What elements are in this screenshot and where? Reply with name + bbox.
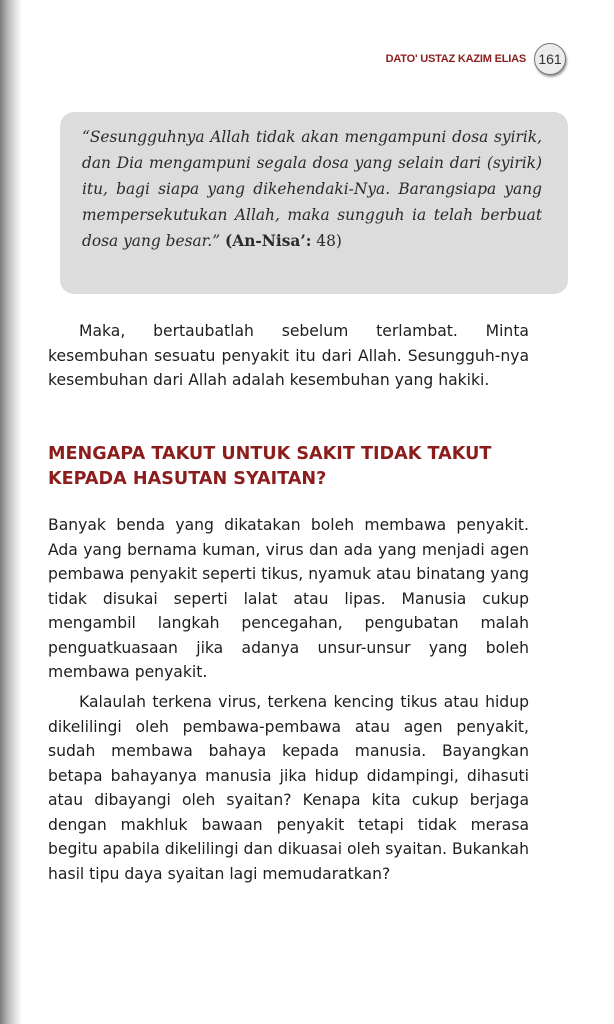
paragraph-satan-danger: Kalaulah terkena virus, terkena kencing tikus atau hidup dikelilingi oleh pembawa-pembawa atau agen penyakit, sudah membawa bahaya kepada manusia. Bayangkan betapa bahayanya manusia jika hidup didampingi, dihasuti atau dibayangi oleh syaitan? Kenapa kita cukup berjaga dengan makhluk bawaan penyakit tetapi tidak merasa begitu apabila dikelilingi dan dikuasai oleh syaitan. Bukankah hasil tipu daya syaitan lagi memudaratkan?	[48, 693, 529, 883]
quote-citation: (An-Nisa’:	[224, 232, 312, 250]
section-heading: MENGAPA TAKUT UNTUK SAKIT TIDAK TAKUT KEPADA HASUTAN SYAITAN?	[48, 444, 492, 489]
page-header	[386, 44, 566, 74]
paragraph-disease-carriers: Banyak benda yang dikatakan boleh membawa penyakit. Ada yang bernama kuman, virus dan ada yang menjadi agen pembawa penyakit seperti tikus, nyamuk atau binatang yang tidak disukai seperti lalat atau lipas. Manusia cukup mengambil langkah pencegahan, pengubatan malah penguatkuasaan jika adanya unsur-unsur yang boleh membawa penyakit.	[48, 516, 529, 681]
paragraph-repentance: Maka, bertaubatlah sebelum terlambat. Minta kesembuhan sesuatu penyakit itu dari Allah. Sesungguh-nya kesembuhan dari Allah adalah kesembuhan yang hakiki.	[48, 322, 529, 389]
running-head: DATO' USTAZ KAZIM ELIAS	[385, 53, 526, 65]
book-spine-shadow	[0, 0, 22, 1024]
quote-box	[60, 112, 568, 294]
quote-citation-verse: 48)	[316, 232, 342, 250]
quote-text: “Sesungguhnya Allah tidak akan mengampuni dosa syirik, dan Dia mengampuni segala dosa yang selain dari (syirik) itu, bagi siapa yang dikehendaki-Nya. Barangsiapa yang mempersekutukan Allah, maka sungguh ia telah berbuat dosa yang besar.”	[82, 128, 542, 250]
quote-paragraph	[82, 124, 542, 254]
page-number-badge: 161	[534, 43, 566, 75]
